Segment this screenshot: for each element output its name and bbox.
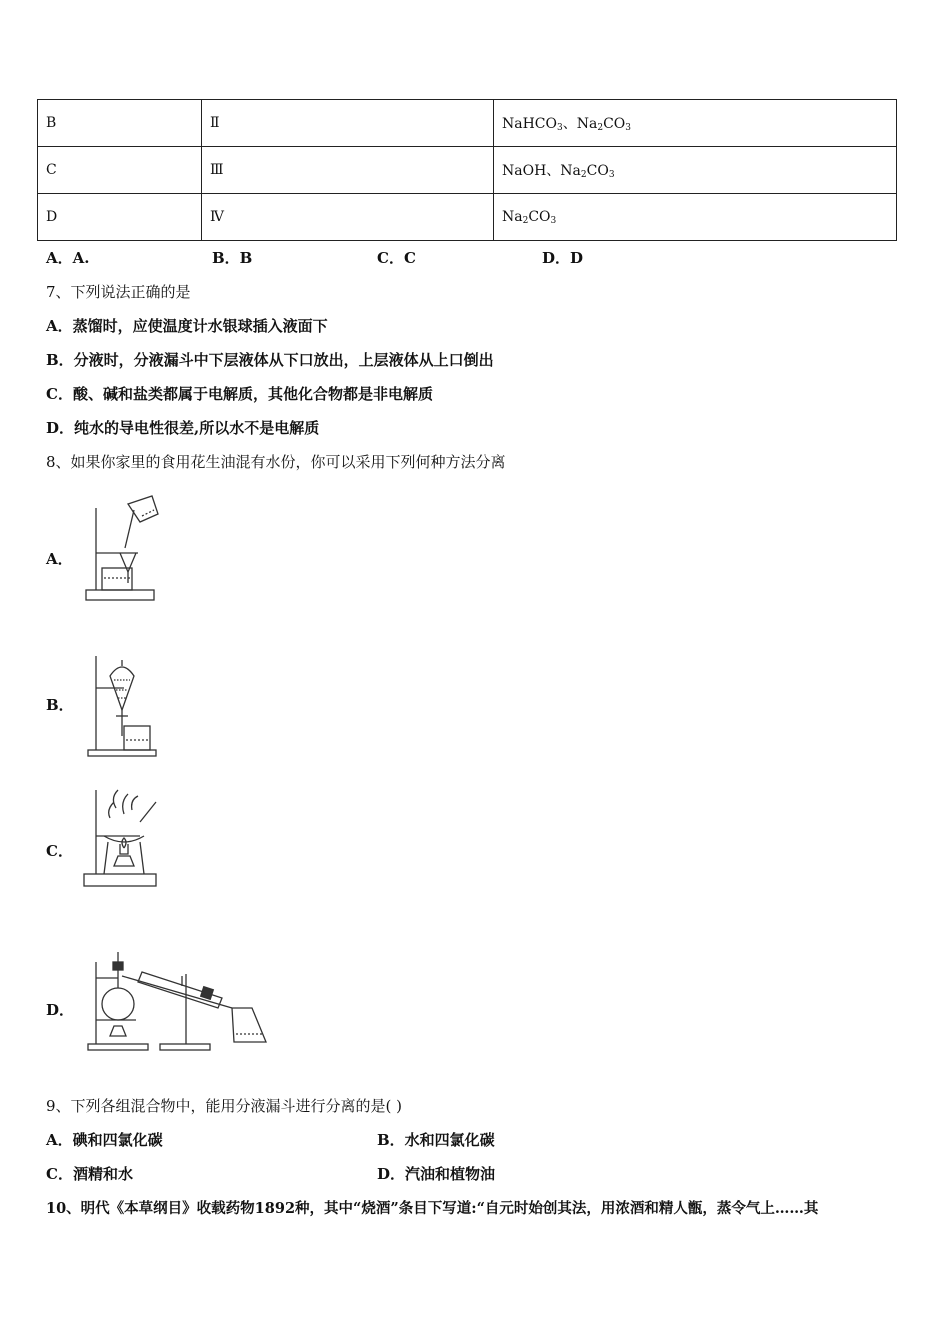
- q9-option-a: A．碘和四氯化碳: [46, 1131, 163, 1149]
- q8-stem: 8、如果你家里的食用花生油混有水份，你可以采用下列何种方法分离: [46, 453, 506, 471]
- distillation-apparatus-image: [82, 946, 274, 1056]
- table-cell-formula: NaOH、$Na_2CO_3$: [494, 147, 897, 194]
- q7-option-b: B．分液时，分液漏斗中下层液体从下口放出，上层液体从上口倒出: [46, 351, 494, 369]
- table-cell: C: [38, 147, 202, 194]
- q10-stem: 10、明代《本草纲目》收载药物1892种，其中“烧酒”条目下写道:“自元时始创其法，用浓酒和精人甑，蒸令气上……其: [46, 1200, 819, 1217]
- table-cell: Ⅲ: [202, 147, 494, 194]
- q8-label-a: A．: [46, 550, 73, 568]
- table-cell: D: [38, 194, 202, 241]
- q7-option-c: C．酸、碱和盐类都属于电解质，其他化合物都是非电解质: [46, 385, 433, 403]
- q9-stem: 9、下列各组混合物中，能用分液漏斗进行分离的是( ): [46, 1097, 403, 1115]
- q7-stem: 7、下列说法正确的是: [46, 283, 191, 301]
- q7-option-a: A．蒸馏时，应使温度计水银球插入液面下: [46, 317, 328, 335]
- q6-option-c: C．C: [377, 249, 416, 267]
- q8-label-b: B．: [46, 696, 74, 714]
- q9-option-b: B．水和四氯化碳: [377, 1131, 495, 1149]
- table-cell: Ⅳ: [202, 194, 494, 241]
- table-cell: Ⅱ: [202, 100, 494, 147]
- table-row: [38, 194, 897, 241]
- table-row: [38, 147, 897, 194]
- q6-option-a: A．A.: [46, 249, 90, 267]
- q7-option-d: D．纯水的导电性很差,所以水不是电解质: [46, 419, 320, 437]
- q9-option-d: D．汽油和植物油: [377, 1165, 496, 1183]
- table-cell-formula: NaHCO$_3$、$Na_2CO_3$: [494, 100, 897, 147]
- q9-option-c: C．酒精和水: [46, 1165, 133, 1183]
- q6-option-d: D．D: [542, 249, 584, 267]
- evaporation-apparatus-image: [80, 788, 160, 894]
- table-row: [38, 100, 897, 147]
- filtration-apparatus-image: [82, 490, 162, 606]
- q6-option-b: B．B: [212, 249, 253, 267]
- table-cell: B: [38, 100, 202, 147]
- separatory-funnel-image: [82, 650, 162, 760]
- table-cell-formula: $Na_2CO_3$: [494, 194, 897, 241]
- answer-table: [37, 99, 897, 241]
- q8-label-d: D．: [46, 1001, 75, 1019]
- q8-label-c: C．: [46, 842, 73, 860]
